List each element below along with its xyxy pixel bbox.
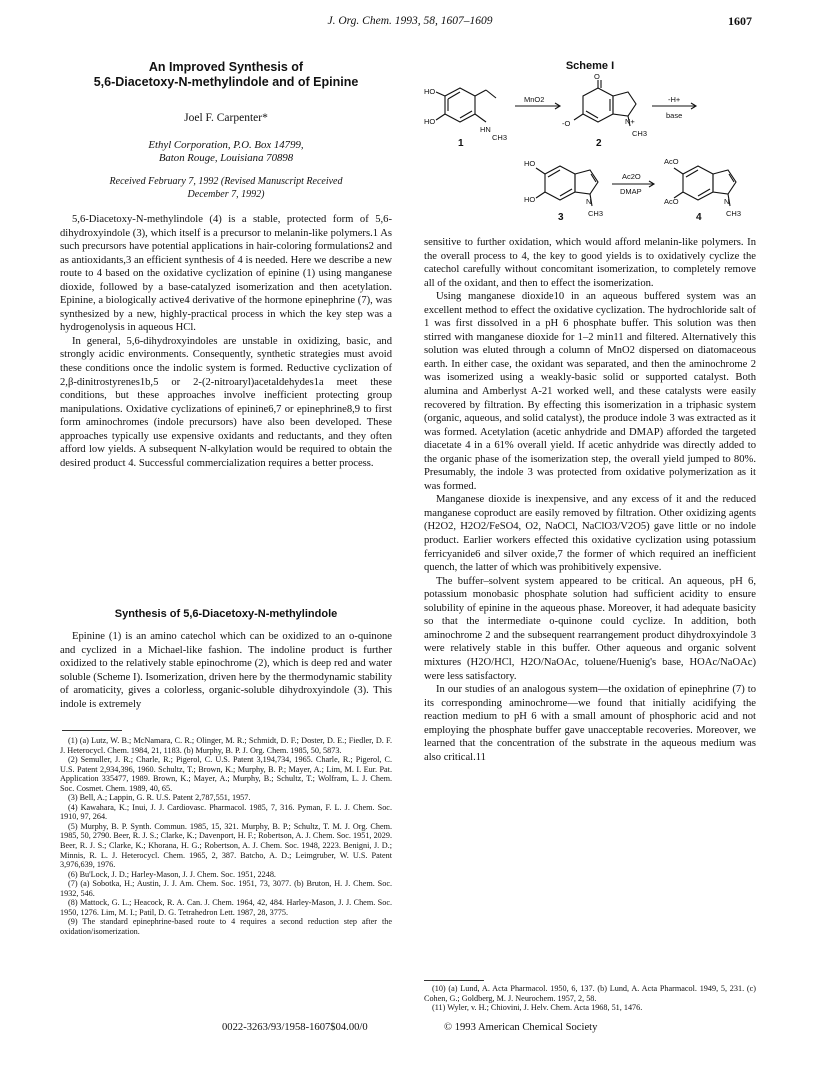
left-footnotes (60, 736, 392, 936)
scheme-label: CH3 (632, 129, 648, 138)
left-column-synthesis (60, 630, 392, 711)
page-number: 1607 (728, 14, 752, 28)
left-column-intro (60, 213, 392, 470)
scheme-label: HO (424, 87, 436, 96)
footnote: (5) Murphy, B. P. Synth. Commun. 1985, 15, 321. Murphy, B. P.; Schultz, T. M. J. Org. Chem. 1985, 50, 2790. Beer, R. J. S.; Clarke, K.; Davenport, H. F.; Robertson, A. J. Chem. Soc. 1951, 2029. Beer, R. J. S.; Clarke, K.; Khorana, H. G.; Robertson, A. J. Chem. Soc. 1948, 2223. Benigni, J. D.; Minnis, R. L. J. Heterocycl. Chem. 1965, 2, 387. Batcho, A. D.; Leimgruber, W. U.S. Patent 3,976,639, 1976. (60, 821, 392, 870)
affiliation-line-1: Ethyl Corporation, P.O. Box 14799, (148, 139, 304, 151)
scheme-label: N (724, 197, 730, 206)
scheme-label: CH3 (726, 209, 742, 218)
reagent-label: DMAP (620, 187, 642, 196)
received-line-1: Received February 7, 1992 (Revised Manuscript Received (109, 176, 343, 187)
paragraph-epinine: Epinine (1) is an amino catechol which can be oxidized to an o-quinone and cyclized in a Michael-like fashion. The indoline product is further oxidized to the relatively stable epinochrome (2), which is deep red and water soluble (Scheme I). Isomerization, driven here by the thermodynamic stability of aromaticity, gives a colorless, organic-soluble dihydroxyindole (3). This indole is extremely (60, 631, 392, 710)
footnote: (7) (a) Sobotka, H.; Austin, J. J. Am. Chem. Soc. 1951, 73, 3077. (b) Bruton, H. J. Chem. Soc. 1932, 546. (60, 879, 392, 898)
article-title (60, 60, 392, 90)
paragraph-oxidants: Manganese dioxide is inexpensive, and any excess of it and the reduced manganese coproduct are easily removed by filtration. Other oxidizing agents (H2O2, H2O2/FeSO4, O2, NaOCl, NaClO3/V2O5) gave little or no indole product. Earlier workers effected this oxidative cyclization using potassium ferricyanide6 and silver oxide,7 the former of which required an inefficient quench, the latter of which was prohibitively expensive. (424, 494, 756, 574)
reagent-label: base (666, 111, 683, 120)
footnote: (9) The standard epinephrine-based route to 4 requires a second reduction step after the oxidation/isomerization. (60, 917, 392, 936)
footer-code: 0022-3263/93/1958-1607$04.00/0 (222, 1022, 368, 1033)
paragraph-continued: sensitive to further oxidation, which would afford melanin-like polymers. In the overall process to 4, the key to good yields is to oxidatively cyclize the catechol carefully without concomitant isomerization, to completely remove all of the oxidant, and then to effect the isomerization. (424, 237, 756, 289)
author: Joel F. Carpenter* (184, 112, 268, 124)
received-line-2: December 7, 1992) (187, 188, 265, 200)
received-dates (60, 176, 392, 201)
compound-number: 1 (458, 138, 464, 149)
affiliation-line-2: Baton Rouge, Louisiana 70898 (158, 152, 294, 164)
footnote-rule (424, 980, 484, 981)
scheme-label: HO (524, 159, 536, 168)
footer-copyright: © 1993 American Chemical Society (444, 1022, 598, 1033)
right-footnotes (424, 984, 756, 1013)
title-line-1: An Improved Synthesis of (148, 60, 304, 74)
footnote: (3) Bell, A.; Lappin, G. R. U.S. Patent 2,787,551, 1957. (68, 793, 251, 803)
footnote: (4) Kawahara, K.; Inui, J. J. Cardiovasc. Pharmacol. 1985, 7, 316. Pyman, F. L. J. Chem. Soc. 1910, 97, 264. (60, 802, 392, 822)
running-header-journal: J. Org. Chem. 1993, 58, 1607–1609 (327, 15, 493, 27)
structure-1 (436, 88, 496, 122)
scheme-label: HO (424, 117, 436, 126)
title-line-2: 5,6-Diacetoxy-N-methylindole and of Epinine (93, 75, 359, 89)
affiliation (60, 139, 392, 165)
reagent-label: Ac2O (622, 172, 641, 181)
footnote: (2) Semuller, J. R.; Charle, R.; Pigerol, C. U.S. Patent 3,194,734, 1965. Charle, R.; Pigerol, C. U.S. Patent 2,934,396, 1960. Schultz, T.; Brown, K.; Murphy, B. P.; Mayer, A.; Lim, M. I. Eur. Pat. Application 335477, 1989. Brown, K.; Mayer, A.; Murphy, B.; Schultz, T.; Wolfram, L. J. Chem. Soc. Cosmet. Chem. 1989, 40, 65. (60, 755, 392, 793)
paragraph-buffer: The buffer–solvent system appeared to be critical. An aqueous, pH 6, potassium monobasic phosphate solution had sufficient acidity to ensure solubility of epinine in the aqueous phase. Moreover, it had adequate basicity so that the intermediate o-quinone could cyclize. In addition, both aminochrome 2 and the subsequent rearrangement product dihydroxyindole 3 were relatively stable in this buffer. Other aqueous and organic solvent mixtures (H2O/HCl, H2O/NaOAc, toluene/Huenig's base, HOAc/NaOAc) were less satisfactory. (424, 575, 756, 682)
footnote: (10) (a) Lund, A. Acta Pharmacol. 1950, 6, 137. (b) Lund, A. Acta Pharmacol. 1949, 5, 231. (c) Cohen, G.; Goldberg, M. J. Neurochem. 1957, 2, 58. (424, 984, 756, 1003)
paragraph-manganese: Using manganese dioxide10 in an aqueous buffered system was an excellent method to effect the oxidative cyclization. The hydrochloride salt of 1 was first dissolved in a pH 6 phosphate buffer. This solution was then stirred with manganese dioxide for 1–2 min11 and filtered. Alternatively this solution was eluted through a column of MnO2 dispersed on diatomaceous earth. In either case, the oxidant was separated, and then the aminochrome 2 was isomerized using a weakly-basic solid or supported catalyst. Both alumina and Amberlyst A-21 worked well, and these catalysts were easily recovered by filtration. By effecting this isomerization in a triphasic system (organic, aqueous, and solid catalyst), the produce indole 3 was extracted as it was formed. Acetylation (acetic anhydride and DMAP) afforded the targeted diacetate 4 in a 61% overall yield. If acetic anhydride was directly added to the organic phase of the isomerization step, the overall yield jumped to 80%. Presumably, the indole 3 was protected from oxidative polymerization as it was formed. (424, 291, 756, 492)
scheme-label: CH3 (588, 209, 604, 218)
footnote: (8) Mattock, G. L.; Heacock, R. A. Can. J. Chem. 1964, 42, 484. Harley-Mason, J. J. Chem. Soc. 1950, 1276. Lim, M. I.; Patil, D. G. Tetrahedron Lett. 1987, 28, 3775. (60, 898, 392, 917)
scheme-label: AcO (664, 197, 679, 206)
scheme-label: AcO (664, 157, 679, 166)
paragraph-intro: 5,6-Diacetoxy-N-methylindole (4) is a stable, protected form of 5,6-dihydroxyindole (3), which itself is a precursor to melanin-like polymers.1 As such precursors have potential applications in hair-coloring formulations2 and as antioxidants,3 an efficient synthesis of 4 is needed. Here we describe a new route to 4 based on the oxidative cyclization of epinine (1) using manganese dioxide, followed by a base-catalyzed isomerization and then acetylation. Epinine, a biologically active4 derivative of the hormone epinephrine (7), was synthesized by a new, highly-practical process in which the key step was a hydrogenolysis in aqueous HCl. (60, 214, 392, 334)
section-heading: Synthesis of 5,6-Diacetoxy-N-methylindole (114, 608, 338, 620)
right-column-body (424, 236, 756, 764)
footnote: (11) Wyler, v. H.; Chiovini, J. Helv. Chem. Acta 1968, 51, 1476. (432, 1003, 643, 1013)
compound-number: 2 (596, 138, 602, 149)
scheme-label: HO (524, 195, 536, 204)
paragraph-epinephrine: In our studies of an analogous system—the oxidation of epinephrine (7) to its corresponding aminochrome—we found that initially acidifying the reaction medium to pH 6 with a small amount of phosphoric acid and not employing the phosphate buffer gave unacceptable recoveries. Moreover, we learned that the concentration of the substrate in the aqueous medium was also critical.11 (424, 684, 756, 763)
scheme-label: HN (480, 125, 491, 134)
reaction-scheme (420, 74, 760, 234)
scheme-label: -O (562, 119, 571, 128)
compound-number: 4 (696, 212, 702, 223)
reagent-label: MnO2 (524, 95, 545, 104)
paragraph-general: In general, 5,6-dihydroxyindoles are unstable in oxidizing, basic, and strongly acidic environments. Consequently, synthetic strategies must avoid these conditions once the indolic system is formed. Reductive cyclization of 2,β-dinitrostyrenes1b,5 or 2-(2-nitroaryl)acetaldehydes1a meet these conditions, but these approaches involve inefficient protecting group manipulations. Oxidative cyclizations of epinine6,7 or epinephrine8,9 to first form aminochromes (indole precursors) have also been developed. These approaches typically use expensive oxidants and reductants, and they often afford low yields. A subsequent N-alkylation would be required to obtain the desired product 4. Successful commercialization requires a better process. (60, 335, 392, 469)
reagent-label: -H+ (668, 95, 681, 104)
footnote-rule (62, 730, 122, 731)
scheme-label: O (594, 74, 600, 81)
scheme-label: N+ (625, 117, 635, 126)
footnote: (1) (a) Lutz, W. B.; McNamara, C. R.; Olinger, M. R.; Schmidt, D. F.; Doster, D. E.; Fiedler, D. F. J. Heterocycl. Chem. 1984, 21, 1183. (b) Murphy, B. P. J. Org. Chem. 1985, 50, 5873. (60, 736, 392, 755)
scheme-label: CH3 (492, 133, 508, 142)
scheme-title: Scheme I (565, 60, 615, 72)
compound-number: 3 (558, 212, 564, 223)
footnote: (6) Bu'Lock, J. D.; Harley-Mason, J. J. Chem. Soc. 1951, 2248. (68, 869, 276, 879)
scheme-label: N (586, 197, 592, 206)
